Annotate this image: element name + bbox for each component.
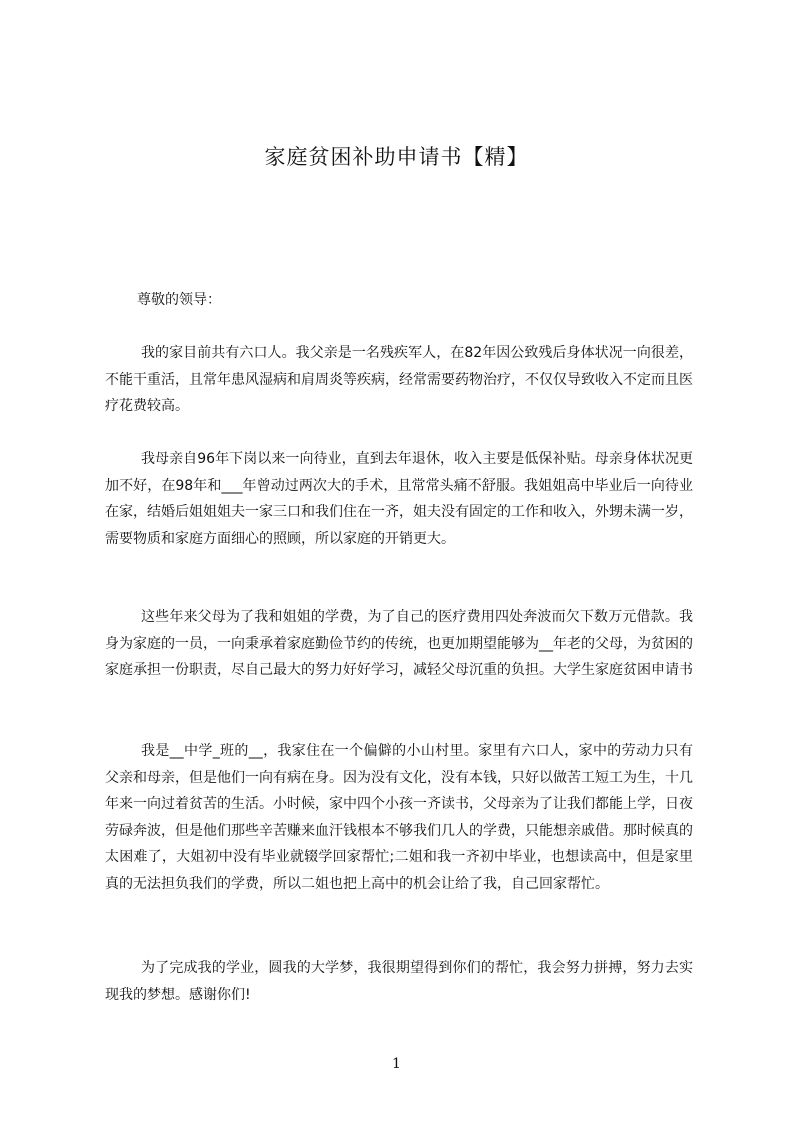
body-paragraph: 我母亲自96年下岗以来一向待业，直到去年退休，收入主要是低保补贴。母亲身体状况更加不好，在98年和___年曾动过两次大的手术，且常常头痛不舒服。我姐姐高中毕业后一向待业在家，结婚后姐姐姐夫一家三口和我们住在一齐，姐夫没有固定的工作和收入，外甥未满一岁，需要物质和家庭方面细心的照顾，所以家庭的开销更大。 (105, 451, 693, 547)
body-paragraph: 为了完成我的学业，圆我的大学梦，我很期望得到你们的帮忙，我会努力拼搏，努力去实现我的梦想。感谢你们! (105, 960, 693, 1003)
document-title: 家庭贫困补助申请书【精】 (264, 145, 529, 169)
page-number: 1 (392, 1056, 401, 1072)
body-paragraph: 这些年来父母为了我和姐姐的学费，为了自己的医疗费用四处奔波而欠下数万元借款。我身为家庭的一员，一向秉承着家庭勤俭节约的传统，也更加期望能够为__年老的父母，为贫困的家庭承担一份职责，尽自己最大的努力好好学习，减轻父母沉重的负担。大学生家庭贫困申请书 (105, 609, 693, 678)
body-paragraph: 我是__中学_班的__，我家住在一个偏僻的小山村里。家里有六口人，家中的劳动力只有父亲和母亲，但是他们一向有病在身。因为没有文化，没有本钱，只好以做苦工短工为生，十几年来一向过着贫苦的生活。小时候，家中四个小孩一齐读书，父母亲为了让我们都能上学，日夜劳碌奔波，但是他们那些辛苦赚来血汗钱根本不够我们几人的学费，只能想亲戚借。那时候真的太困难了，大姐初中没有毕业就辍学回家帮忙;二姐和我一齐初中毕业，也想读高中，但是家里真的无法担负我们的学费，所以二姐也把上高中的机会让给了我，自己回家帮忙。 (105, 743, 693, 892)
salutation: 尊敬的领导： (137, 292, 221, 308)
body-paragraph: 我的家目前共有六口人。我父亲是一名残疾军人，在82年因公致残后身体状况一向很差，不能干重活，且常年患风湿病和肩周炎等疾病，经常需要药物治疗，不仅仅导致收入不定而且医疗花费较高。 (105, 345, 693, 414)
